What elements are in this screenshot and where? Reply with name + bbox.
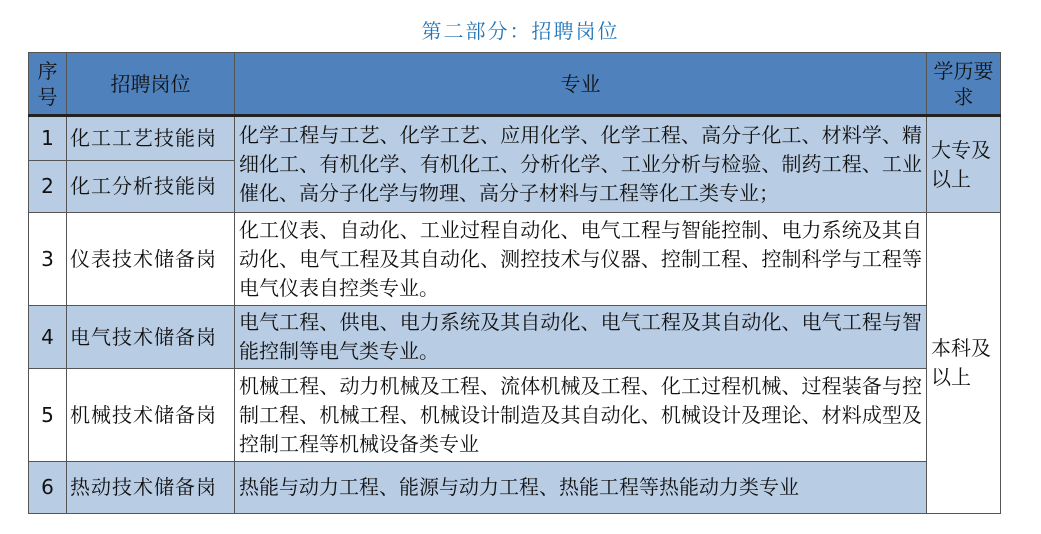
row-position: 电气技术储备岗 bbox=[67, 306, 235, 369]
table-row bbox=[29, 369, 1001, 462]
row-position: 机械技术储备岗 bbox=[67, 369, 235, 462]
page-title: 第二部分：招聘岗位 bbox=[421, 19, 620, 43]
row-major: 化学工程与工艺、化学工艺、应用化学、化学工程、高分子化工、材料学、精细化工、有机化学、有机化工、分析化学、工业分析与检验、制药工程、工业催化、高分子化学与物理、高分子材料与工程等化工类专业； bbox=[235, 116, 927, 213]
header-num: 序 号 bbox=[29, 53, 67, 116]
table-row bbox=[29, 116, 1001, 161]
recruitment-table bbox=[28, 52, 1001, 514]
row-num: 5 bbox=[29, 369, 67, 462]
row-major: 化工仪表、自动化、工业过程自动化、电气工程与智能控制、电力系统及其自动化、电气工程及其自动化、测控技术与仪器、控制工程、控制科学与工程等电气仪表自控类专业。 bbox=[235, 213, 927, 306]
table-row bbox=[29, 462, 1001, 514]
row-num: 6 bbox=[29, 462, 67, 514]
row-major: 机械工程、动力机械及工程、流体机械及工程、化工过程机械、过程装备与控制工程、机械工程、机械设计制造及其自动化、机械设计及理论、材料成型及控制工程等机械设备类专业 bbox=[235, 369, 927, 462]
header-position: 招聘岗位 bbox=[67, 53, 235, 116]
row-num: 3 bbox=[29, 213, 67, 306]
row-major: 电气工程、供电、电力系统及其自动化、电气工程及其自动化、电气工程与智能控制等电气类专业。 bbox=[235, 306, 927, 369]
row-position: 化工工艺技能岗 bbox=[67, 116, 235, 161]
header-requirement: 学历要 求 bbox=[927, 53, 1001, 116]
row-position: 仪表技术储备岗 bbox=[67, 213, 235, 306]
table-row bbox=[29, 306, 1001, 369]
row-requirement: 本科及 以上 bbox=[927, 213, 1001, 514]
row-major: 热能与动力工程、能源与动力工程、热能工程等热能动力类专业 bbox=[235, 462, 927, 514]
row-position: 化工分析技能岗 bbox=[67, 161, 235, 213]
header-major: 专业 bbox=[235, 53, 927, 116]
row-requirement: 大专及 以上 bbox=[927, 116, 1001, 213]
table-header-row bbox=[29, 53, 1001, 116]
row-num: 1 bbox=[29, 116, 67, 161]
row-num: 4 bbox=[29, 306, 67, 369]
row-position: 热动技术储备岗 bbox=[67, 462, 235, 514]
table-row bbox=[29, 213, 1001, 306]
row-num: 2 bbox=[29, 161, 67, 213]
